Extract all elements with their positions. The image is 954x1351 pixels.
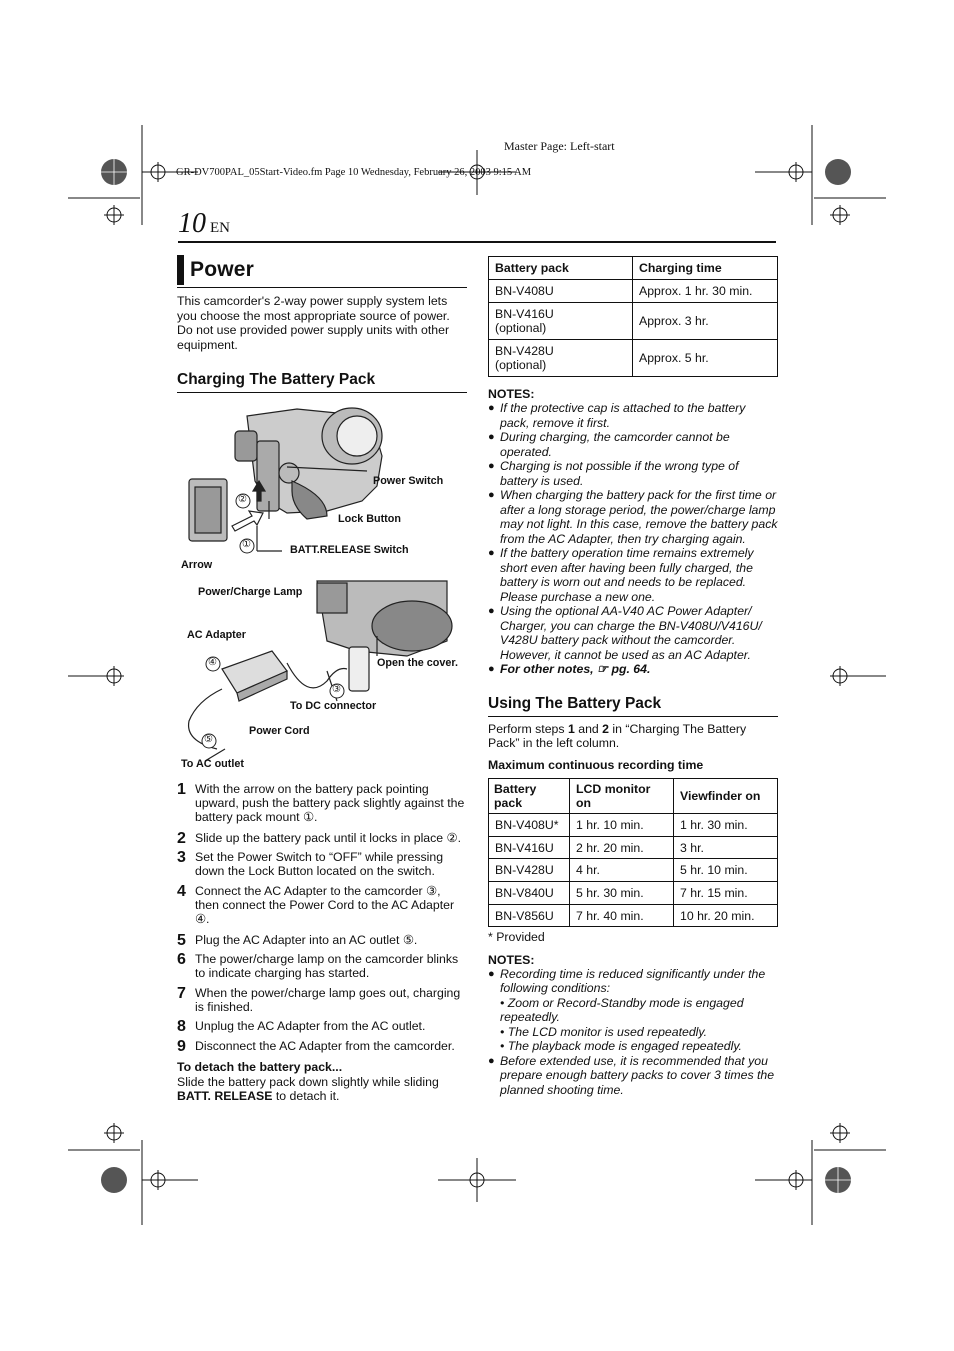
callout-1: ① — [242, 539, 251, 550]
th-charging-time: Charging time — [633, 257, 778, 280]
power-heading — [177, 252, 467, 288]
note-item: ● If the battery operation time remains extremely short even after having been fully charged, the battery is worn out and needs to be replaced. Please purchase a new one. — [488, 546, 754, 604]
table-row: BN-V408U* 1 hr. 10 min. 1 hr. 30 min. — [489, 814, 778, 837]
step-5: 5 Plug the AC Adapter into an AC outlet ⑤. — [177, 931, 418, 949]
label-arrow: Arrow — [181, 559, 213, 571]
callout-5: ⑤ — [204, 734, 213, 745]
table-row: BN-V840U 5 hr. 30 min. 7 hr. 15 min. — [489, 882, 778, 905]
callout-3: ③ — [332, 684, 341, 695]
step-8: 8 Unplug the AC Adapter from the AC outlet. — [177, 1018, 426, 1036]
label-open-cover: Open the cover. — [377, 657, 459, 669]
note-item: ● Charging is not possible if the wrong type of battery is used. — [488, 459, 739, 488]
power-intro: This camcorder's 2-way power supply system lets you choose the most appropriate source of power. Do not use provided power supply units with other equipment. — [177, 294, 450, 352]
right-column — [488, 256, 778, 1097]
charging-title: Charging The Battery Pack — [177, 371, 467, 393]
notes-title: NOTES: — [488, 387, 535, 401]
label-ac-adapter: AC Adapter — [187, 629, 246, 641]
note-item: ● During charging, the camcorder cannot be operated. — [488, 430, 730, 459]
step-2: 2 Slide up the battery pack until it locks in place ②. — [177, 829, 461, 847]
master-page-label: Master Page: Left-start — [504, 139, 615, 153]
charging-figure — [177, 401, 467, 781]
table-header-row: Battery pack LCD monitor on Viewfinder on — [489, 779, 778, 814]
table-row: BN-V408U Approx. 1 hr. 30 min. — [489, 280, 778, 303]
label-power-cord: Power Cord — [249, 725, 310, 737]
step-3: 3 Set the Power Switch to “OFF” while pressing down the Lock Button located on the switch. — [177, 848, 444, 878]
table-row: BN-V416U 2 hr. 20 min. 3 hr. — [489, 836, 778, 859]
file-info: GR-DV700PAL_05Start-Video.fm Page 10 Wednesday, February 26, 2003 9:15 AM — [176, 167, 532, 178]
page-number — [178, 208, 230, 240]
note-item: ● Before extended use, it is recommended that you prepare enough battery packs to cover 3 times the planned shooting time. — [488, 1053, 775, 1097]
note-item-reference: ● For other notes, ☞ pg. 64. — [488, 662, 651, 676]
table-footnote: * Provided — [488, 930, 545, 945]
left-column — [177, 252, 467, 1104]
page-number-value: 10 — [178, 208, 206, 239]
heading-bar — [177, 255, 184, 285]
note-sub-item: • The LCD monitor is used repeatedly. — [500, 1024, 708, 1039]
th-battery-pack: Battery pack — [489, 257, 633, 280]
label-power-charge-lamp: Power/Charge Lamp — [198, 586, 303, 598]
table-row: BN-V416U (optional) Approx. 3 hr. — [489, 303, 778, 340]
table-header-row — [489, 257, 778, 280]
note-item: ● When charging the battery pack for the first time or after a long storage period, the power/charge lamp may not light. In this case, remove the battery pack from the AC Adapter, then try charging again. — [488, 488, 778, 546]
using-title: Using The Battery Pack — [488, 695, 778, 717]
label-dc-connector: To DC connector — [290, 700, 377, 712]
table-row: BN-V856U 7 hr. 40 min. 10 hr. 20 min. — [489, 904, 778, 927]
max-recording-title: Maximum continuous recording time — [488, 757, 704, 772]
step-7: 7 When the power/charge lamp goes out, charging is finished. — [177, 985, 461, 1015]
detach-title: To detach the battery pack... — [177, 1060, 343, 1075]
note-item: ● Recording time is reduced significantly under the following conditions: — [488, 966, 766, 996]
header-rule — [178, 241, 776, 243]
callout-2: ② — [238, 494, 247, 505]
label-ac-outlet: To AC outlet — [181, 758, 244, 770]
step-6: 6 The power/charge lamp on the camcorder blinks to indicate charging has started. — [177, 950, 459, 980]
note-item: ● Using the optional AA-V40 AC Power Adapter/ Charger, you can charge the BN-V408U/V416U/ V428U battery pack without the camcorder. However, it cannot be used as an AC Adapter. — [488, 604, 762, 662]
label-batt-release: BATT.RELEASE Switch — [290, 544, 409, 556]
detach-text: Slide the battery pack down slightly while sliding BATT. RELEASE to detach it. — [177, 1074, 439, 1104]
power-title: Power — [190, 257, 255, 281]
label-power-switch: Power Switch — [373, 475, 444, 487]
table-row: BN-V428U 4 hr. 5 hr. 10 min. — [489, 859, 778, 882]
recording-time-table — [488, 778, 778, 927]
callout-4: ④ — [208, 657, 217, 668]
charging-steps — [177, 782, 467, 1054]
note-sub-item: • Zoom or Record-Standby mode is engaged repeatedly. — [500, 995, 744, 1025]
step-9: 9 Disconnect the AC Adapter from the camcorder. — [177, 1038, 455, 1056]
step-1: 1 With the arrow on the battery pack pointing upward, push the battery pack slightly against the battery pack mount ①. — [177, 781, 465, 825]
note-sub-item: • The playback mode is engaged repeatedly. — [500, 1039, 742, 1054]
label-lock-button: Lock Button — [338, 513, 401, 525]
notes-list — [488, 401, 778, 677]
table-row: BN-V428U (optional) Approx. 5 hr. — [489, 340, 778, 377]
page-lang: EN — [210, 220, 230, 236]
charging-time-table — [488, 256, 778, 377]
notes2-title: NOTES: — [488, 952, 535, 967]
step-4: 4 Connect the AC Adapter to the camcorder ③, then connect the Power Cord to the AC Adapter ④. — [177, 883, 455, 927]
note-item: ● If the protective cap is attached to the battery pack, remove it first. — [488, 401, 746, 430]
using-text: Perform steps 1 and 2 in “Charging The Battery Pack” in the left column. — [488, 721, 747, 750]
